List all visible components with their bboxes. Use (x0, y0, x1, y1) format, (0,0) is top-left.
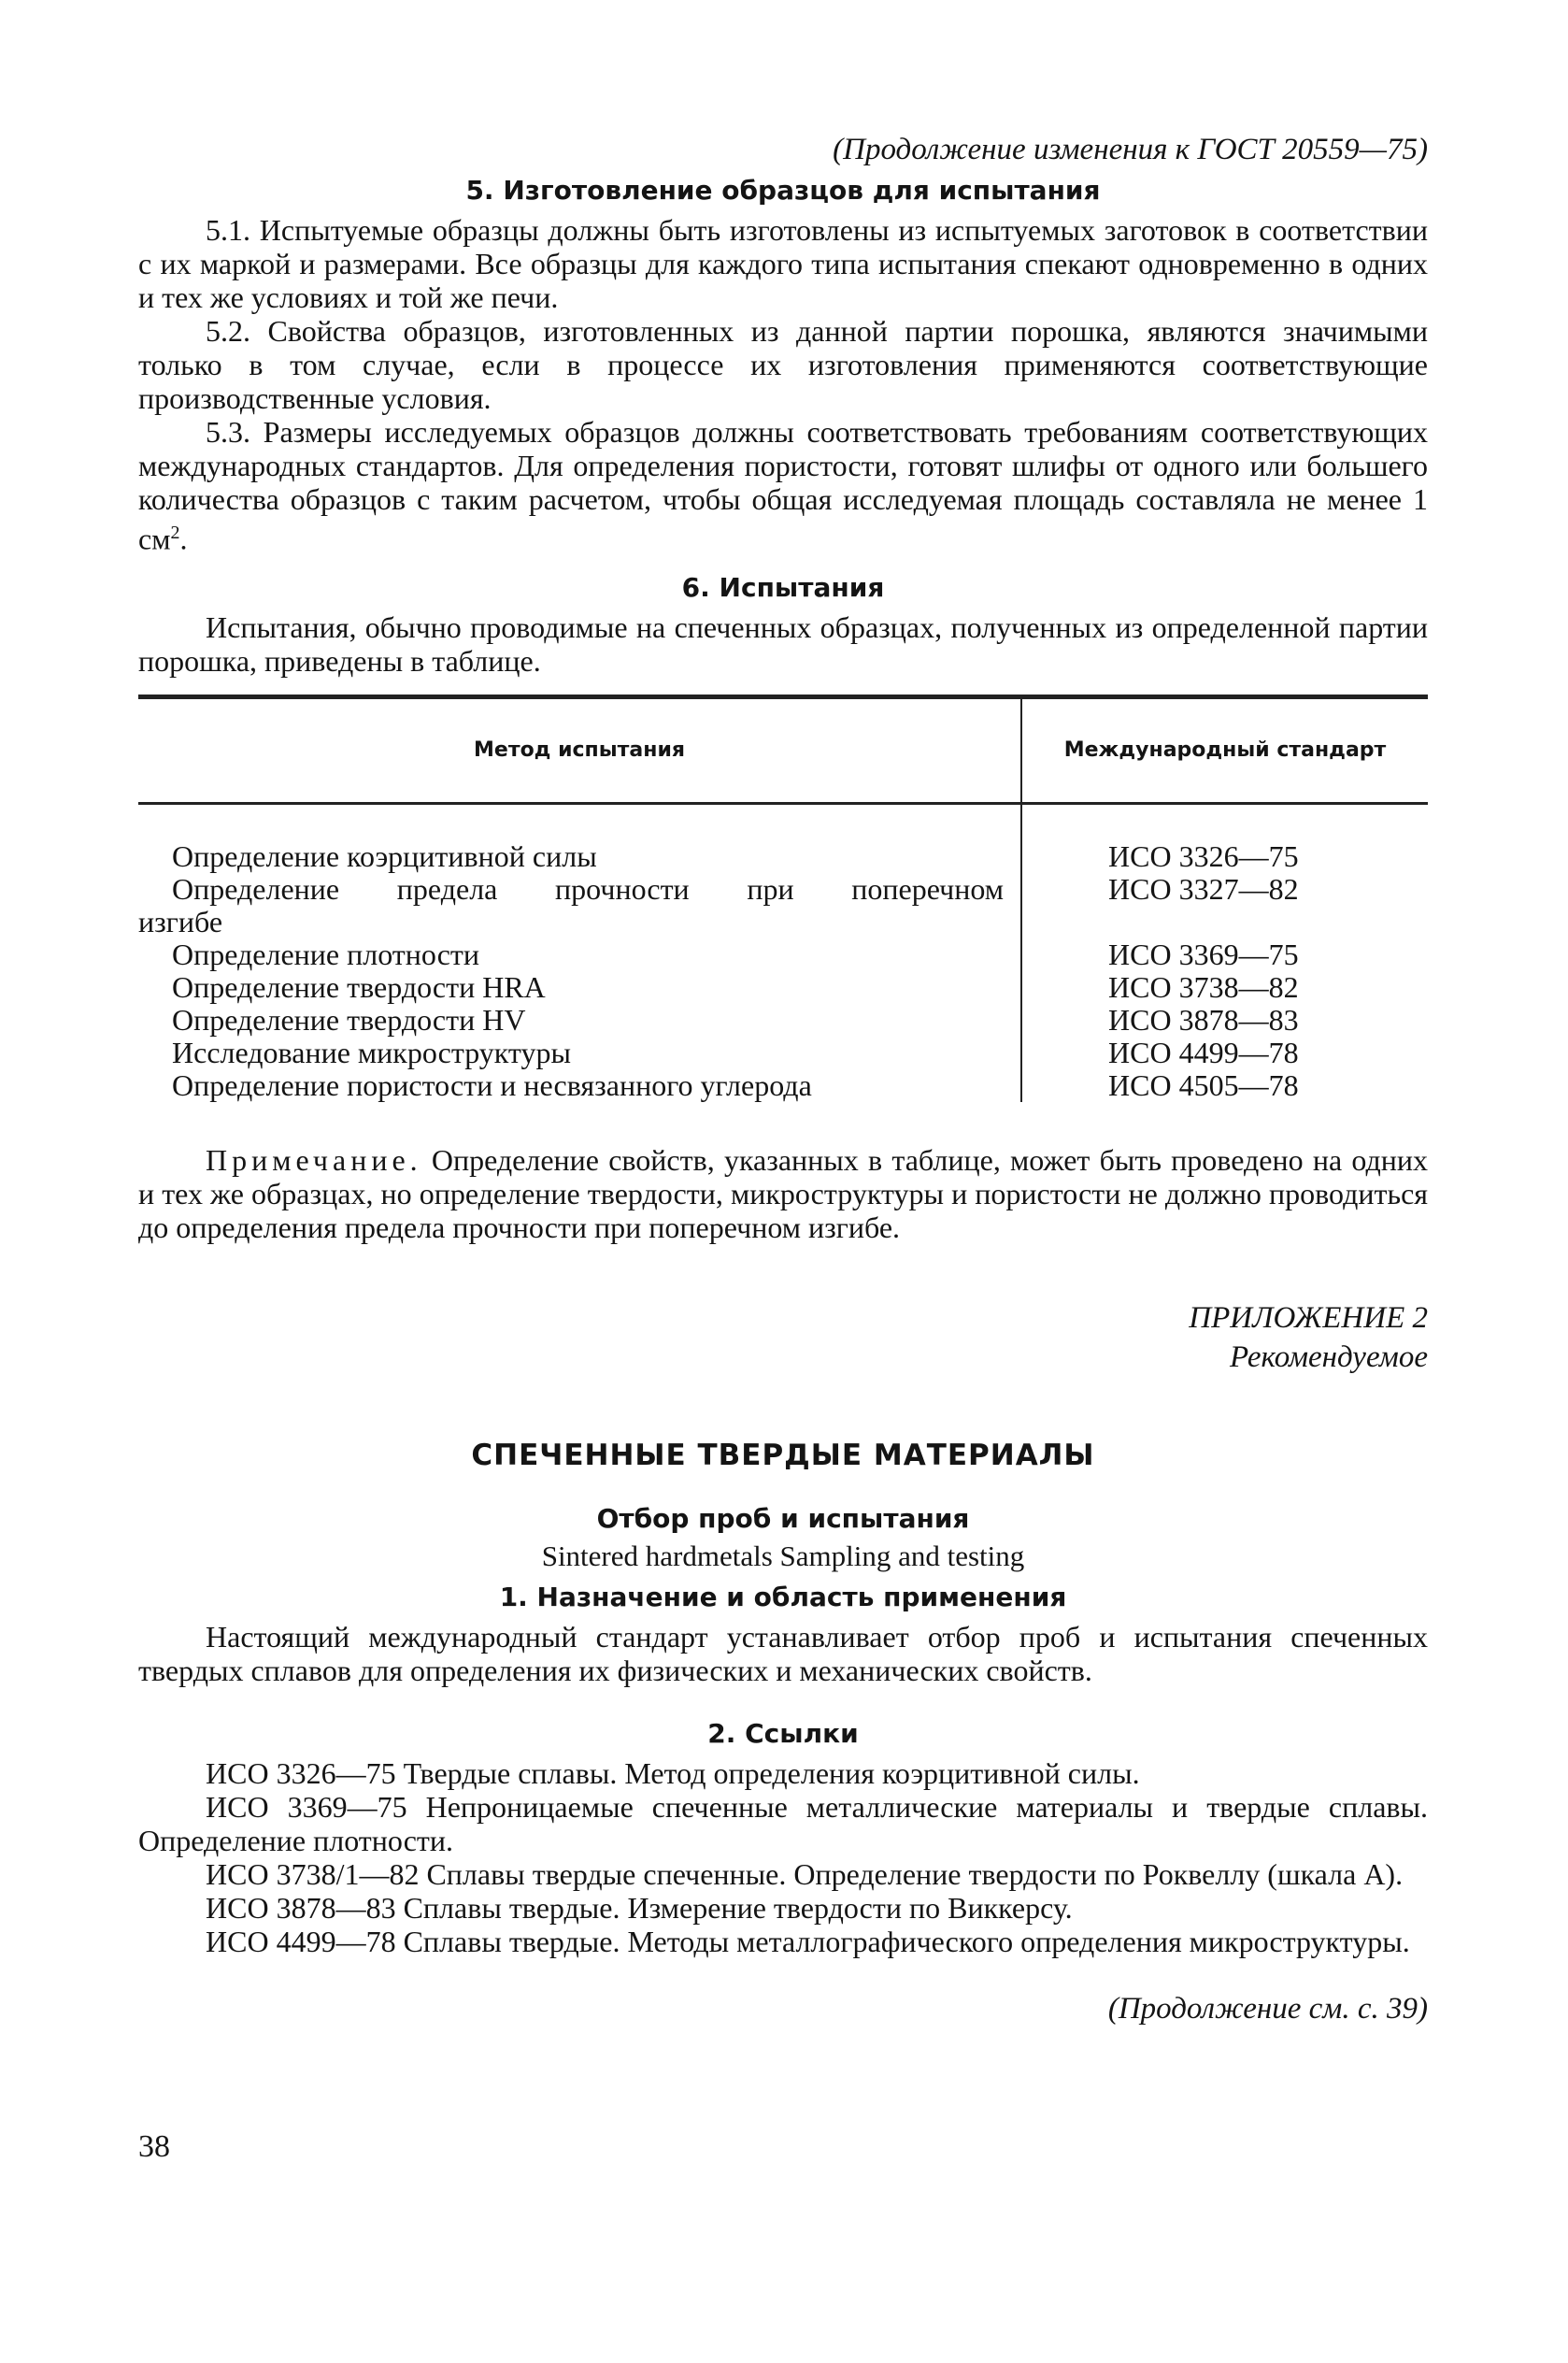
continuation-footer: (Продолжение см. с. 39) (1107, 1991, 1428, 2026)
section-6-title: 6. Испытания (681, 571, 885, 603)
reference-item: ИСО 3369—75 Непроницаемые спеченные металлические материалы и твердые сплавы. Определение плотности. (138, 1789, 1428, 1857)
tests-table (138, 695, 1428, 1102)
standard-cell: ИСО 3738—82 (1021, 971, 1428, 1004)
reference-item: ИСО 3326—75 Твердые сплавы. Метод определения коэрцитивной силы. (206, 1755, 1140, 1790)
reference-item: ИСО 3878—83 Сплавы твердые. Измерение твердости по Виккерсу. (206, 1890, 1073, 1925)
table-header-row (138, 696, 1428, 803)
standard-cell: ИСО 3327—82 (1021, 873, 1428, 906)
document-page (138, 131, 1428, 2027)
method-cell: изгибе (138, 904, 223, 938)
appendix-title: СПЕЧЕННЫЕ ТВЕРДЫЕ МАТЕРИАЛЫ (471, 1438, 1095, 1472)
section-5-title: 5. Изготовление образцов для испытания (465, 175, 1101, 206)
paragraph-5-1: 5.1. Испытуемые образцы должны быть изготовлены из испытуемых заготовок в соответствии с их маркой и размерами. Все образцы для каждого типа испытания спекают одновременно в одних и тех же условиях и той же печи. (138, 213, 1428, 314)
table-row (138, 938, 1428, 971)
standard-cell (1021, 906, 1428, 938)
standard-cell: ИСО 3326—75 (1021, 840, 1428, 873)
column-header-standard: Международный стандарт (1021, 696, 1428, 803)
paragraph-5-2: 5.2. Свойства образцов, изготовленных из данной партии порошка, являются значимыми только в том случае, если в процессе их изготовления применяются соответствующие производственные условия. (138, 314, 1428, 415)
note-text: Определение свойств, указанных в таблице, может быть проведено на одних и тех же образцах, но определение твердости, микроструктуры и пористости не должно проводиться до определения предела прочности при поперечном изгибе. (138, 1142, 1428, 1244)
table-row (138, 1004, 1428, 1037)
table-row (138, 906, 1428, 938)
section-1-title: 1. Назначение и область применения (499, 1581, 1067, 1612)
appendix-subtitle: Отбор проб и испытания (596, 1502, 970, 1534)
method-cell: Определение коэрцитивной силы (172, 838, 597, 873)
table-note (138, 1143, 1428, 1244)
method-cell: Определение твердости HRA (172, 969, 546, 1004)
paragraph-6: Испытания, обычно проводимые на спеченных образцах, полученных из определенной партии порошка, приведены в таблице. (138, 609, 1428, 678)
appendix-status: Рекомендуемое (1229, 1339, 1428, 1374)
paragraph-5-3-text: 5.3. Размеры исследуемых образцов должны соответствовать требованиям соответствующих международных стандартов. Для определения пористости, готовят шлифы от одного или большего количества образцов с таким расчетом, чтобы общая исследуемая площадь составляла не менее 1 см (138, 415, 1428, 556)
paragraph-5-3 (138, 415, 1428, 556)
table-row (138, 1037, 1428, 1069)
appendix-label: ПРИЛОЖЕНИЕ 2 (1189, 1300, 1428, 1335)
continuation-header: (Продолжение изменения к ГОСТ 20559—75) (833, 133, 1428, 166)
standard-cell: ИСО 4505—78 (1021, 1069, 1428, 1102)
reference-item: ИСО 3738/1—82 Сплавы твердые спеченные. Определение твердости по Роквеллу (шкала А). (206, 1856, 1404, 1891)
method-cell: Определение плотности (172, 937, 480, 971)
column-header-method: Метод испытания (474, 738, 685, 763)
standard-cell: ИСО 3369—75 (1021, 938, 1428, 971)
section-2-title: 2. Ссылки (707, 1717, 859, 1749)
paragraph-5-3-end: . (179, 522, 188, 556)
method-cell: Определение предела прочности при поперечном (172, 871, 1004, 906)
table-row (138, 840, 1428, 873)
section-1-text: Настоящий международный стандарт устанавливает отбор проб и испытания спеченных твердых сплавов для определения их физических и механических свойств. (138, 1619, 1428, 1687)
table-row (138, 873, 1428, 906)
standard-cell: ИСО 3878—83 (1021, 1004, 1428, 1037)
table-row (138, 1069, 1428, 1102)
reference-item: ИСО 4499—78 Сплавы твердые. Методы металлографического определения микроструктуры. (206, 1924, 1410, 1958)
method-cell: Исследование микроструктуры (172, 1035, 571, 1069)
standard-cell: ИСО 4499—78 (1021, 1037, 1428, 1069)
note-label: Примечание. (206, 1142, 422, 1177)
appendix-heading (138, 1298, 1428, 1377)
table-row (138, 971, 1428, 1004)
superscript-2: 2 (170, 523, 180, 543)
method-cell: Определение пористости и несвязанного углерода (172, 1067, 812, 1102)
page-number: 38 (138, 2129, 170, 2164)
appendix-subtitle-en: Sintered hardmetals Sampling and testing (541, 1539, 1025, 1572)
table-spacer (138, 803, 1428, 840)
method-cell: Определение твердости HV (172, 1002, 526, 1037)
